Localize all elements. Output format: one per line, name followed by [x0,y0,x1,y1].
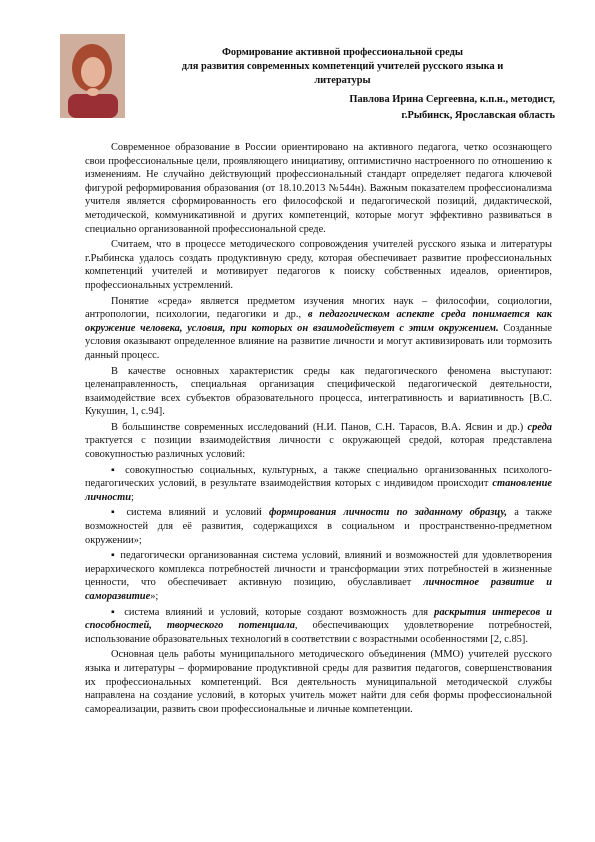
b2-text-c: а также возможностей для её развития, содержащихся в социальном и пространственно-предметном окружении»; [85,507,552,546]
bullet-4 [85,606,552,647]
p5-text-a: В большинстве современных исследований (Н.И. Панов, С.Н. Тарасов, В.А. Ясвин и др.) [111,421,528,433]
p5-text-c: трактуется с позиции взаимодействия личности с окружающей средой, которая представлена совокупностью различных условий: [85,435,552,461]
p5-emphasis: среда [527,421,552,433]
b3-text-c: »; [150,591,159,602]
b2-text-a: ▪ система влияний и условий [111,507,269,519]
b4-emphasis: раскрытия интересов и способностей, творческого потенциала [85,606,553,632]
title-line-1: Формирование активной профессиональной среды [221,47,464,58]
b4-text-c: , обеспечивающих удовлетворение потребностей, использование образовательных технологий в соответствии с возрастными особенностями [2, с.85]. [85,620,552,645]
portrait-drawing [60,34,125,118]
paragraph-4: В качестве основных характеристик среды как педагогического феномена выступают: целенаправленность, специальная организация специфической педагогической деятельности, взаимодействие всех субъектов образовательного процесса, интегративность и вариативность [В.С. Кукушин, 1, с.94]. [85,365,552,418]
article-body [85,141,552,718]
b3-text-a: ▪ педагогически организованная система условий, влияний и возможностей для удовлетворения иерархического комплекса потребностей личности и трансформации этих потребностей в жизненные ценности, что обеспечивает активную позицию, обуславливает [85,550,552,589]
paragraph-2: Считаем, что в процессе методического сопровождения учителей русского языка и литературы г.Рыбинска удалось создать продуктивную среду, которая обеспечивает развитие профессиональных компетенций учителей и мотивирует педагогов к поиску собственных идеалов, ориентиров, профессиональных устремлений. [85,239,552,291]
p3-emphasis: в педагогическом аспекте среда понимается как окружение человека, условия, при которых он взаимодействует с этим окружением. [85,309,553,334]
b3-emphasis: личностное развитие и саморазвитие [85,577,552,602]
b4-text-a: ▪ система влияний и условий, которые создают возможность для [111,606,435,618]
bullet-2 [85,506,552,547]
author-line: Павлова Ирина Сергеевна, к.п.н., методист, [349,94,555,105]
bullet-1 [85,464,552,505]
city-line: г.Рыбинск, Ярославская область [401,110,555,121]
b1-emphasis: становление личности [85,478,552,503]
paragraph-5 [85,421,552,462]
title-line-3: литературы [314,75,371,86]
p3-text-a: Понятие «среда» является предметом изучения многих наук – философии, социологии, антропологии, психологии, педагогики и др., [85,295,552,321]
b2-emphasis: формирования личности по заданному образцу, [268,507,508,519]
p3-text-c: Созданные условия оказывают определенное влияние на развитие личности и могут активизировать или тормозить данный процесс. [85,322,552,361]
b1-text-c: ; [131,491,134,503]
b1-text-a: ▪ совокупностью социальных, культурных, а также специально организованных психолого-педагогических условий, в результате взаимодействия которых с индивидом происходит [85,464,552,490]
paragraph-1: Современное образование в России ориентировано на активного педагога, четко осознающего свои профессиональные цели, проявляющего инициативу, оптимистично настроенного по отношению к изменениям. Не случайно действующий профессиональный стандарт определяет педагога ключевой фигурой реформирования образования (от 18.10.2013 №544н). Важным показателем профессионализма учителя является сформированность его философской и педагогической позиций, дидактической, методической, коммуникативной и других компетенций, которые могут эффективно развиваться в специально организованной профессиональной среде. [85,142,552,235]
paragraph-6: Основная цель работы муниципального методического объединения (ММО) учителей русского языка и литературы – формирование продуктивной среды для развития педагогов, совершенствования их профессиональных компетенций. Вся деятельность муниципальной методической службы направлена на создание условий, в которых учитель может найти для себя формы профессиональной самореализации, развить свои профессиональные и личные компетенции. [85,649,552,715]
author-portrait-icon [60,34,125,118]
paragraph-3 [85,295,552,363]
bullet-3 [85,549,552,603]
title-line-2: для развития современных компетенций учителей русского языка и [181,61,504,72]
article-header [130,46,555,123]
